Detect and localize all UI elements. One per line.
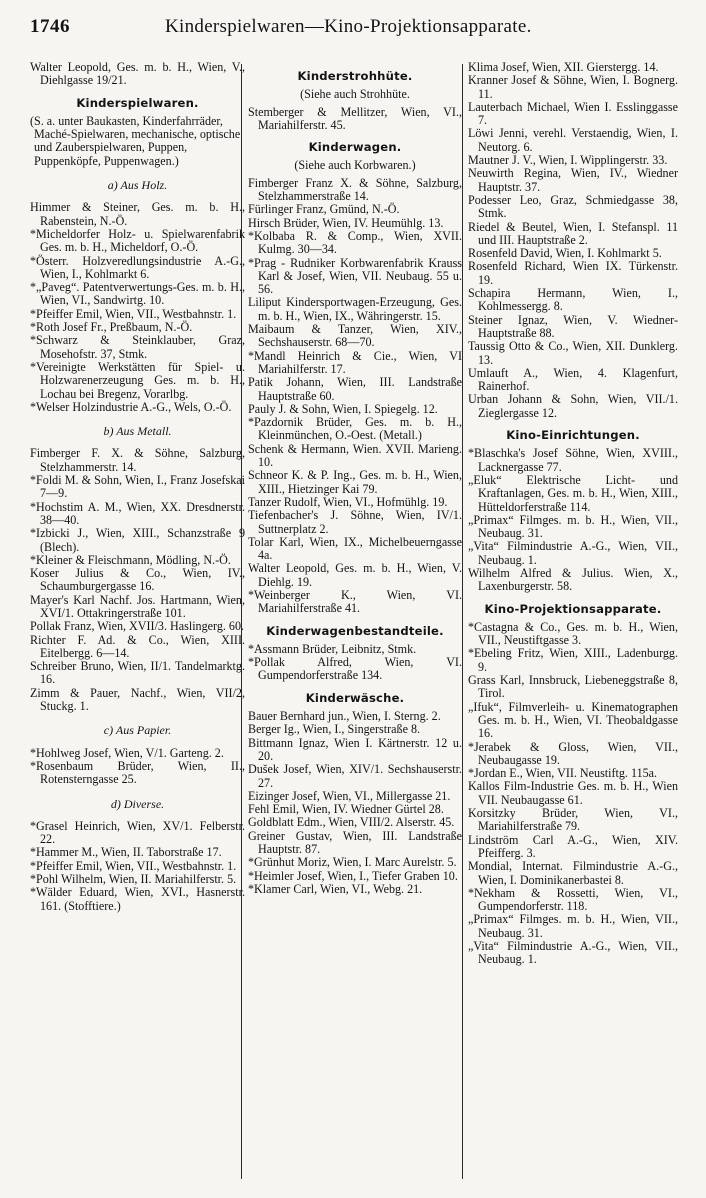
page-header-title: Kinderspielwaren—Kino-Projektionsapparate. — [165, 16, 532, 37]
directory-entry: Lauterbach Michael, Wien I. Esslinggasse 7. — [468, 99, 678, 128]
directory-entry: Berger Ig., Wien, I., Singerstraße 8. — [248, 722, 421, 737]
directory-entry: *Mandl Heinrich & Cie., Wien, VI Mariahilferstr. 17. — [248, 348, 462, 376]
directory-entry: *Micheldorfer Holz- u. Spielwarenfabrik Ges. m. b. H., Micheldorf, O.-Ö. — [30, 226, 245, 255]
directory-entry: „Ifuk“, Filmverleih- u. Kinematographen Ges. m. b. H., Wien, VI. Theobaldgasse 16. — [468, 699, 678, 741]
category-heading: Kinderwagenbestandteile. — [266, 623, 444, 638]
directory-entry: Tolar Karl, Wien, IX., Michelbeuerngasse 4a. — [248, 534, 462, 563]
directory-entry: Fürlinger Franz, Gmünd, N.-Ö. — [248, 202, 400, 217]
directory-entry: *Assmann Brüder, Leibnitz, Stmk. — [248, 641, 417, 656]
directory-entry: Klima Josef, Wien, XII. Gierstergg. 14. — [468, 60, 659, 74]
directory-entry: Umlauft A., Wien, 4. Klagenfurt, Rainerhof. — [468, 365, 678, 394]
cross-reference-note: (Siehe auch Strohhüte. — [300, 87, 410, 102]
directory-entry: Rosenfeld David, Wien, I. Kohlmarkt 5. — [468, 246, 662, 261]
directory-entry: *Castagna & Co., Ges. m. b. H., Wien, VII., Neustiftgasse 3. — [468, 619, 678, 648]
directory-entry: Fimberger F. X. & Söhne, Salzburg, Stelzhammerstr. 14. — [30, 446, 245, 474]
category-heading: Kinderwäsche. — [305, 690, 405, 705]
directory-entry: *Grasel Heinrich, Wien, XV/1. Felberstr. 22. — [30, 818, 245, 847]
directory-entry: *Blaschka's Josef Söhne, Wien, XVIII., Lacknergasse 77. — [468, 446, 678, 474]
subcategory-heading: c) Aus Papier. — [103, 723, 172, 738]
directory-entry: „Vita“ Filmindustrie A.-G., Wien, VII., Neubaug. 1. — [468, 539, 678, 567]
directory-entry: Wilhelm Alfred & Julius. Wien, X., Laxenburgerstr. 58. — [468, 565, 678, 594]
category-heading: Kino-Einrichtungen. — [506, 428, 640, 443]
subcategory-heading: b) Aus Metall. — [103, 424, 172, 439]
cross-reference-note: (S. a. unter Baukasten, Kinderfahrräder, Maché-Spielwaren, mechanische, optische und Zauberspielwaren, Puppen, Puppenköpfe, Puppenwagen.) — [30, 113, 241, 168]
directory-entry: *Vereinigte Werkstätten für Spiel- u. Holzwarenerzeugung Ges. m. b. H., Lochau bei Bregenz, Vorarlbg. — [30, 359, 245, 401]
directory-entry: Löwi Jenni, verehl. Verstaendig, Wien, I. Neutorg. 6. — [468, 126, 678, 154]
directory-entry: Grass Karl, Innsbruck, Liebeneggstraße 8, Tirol. — [468, 673, 678, 701]
directory-entry: *Österr. Holzveredlungsindustrie A.-G., Wien, I., Kohlmarkt 6. — [30, 253, 245, 281]
directory-entry: Tiefenbacher's J. Söhne, Wien, IV/1. Suttnerplatz 2. — [248, 508, 462, 536]
directory-column-2 — [248, 61, 462, 896]
directory-entry: Tanzer Rudolf, Wien, VI., Hofmühlg. 19. — [248, 494, 448, 509]
column-divider — [462, 64, 463, 1179]
directory-entry: Walter Leopold, Ges. m. b. H., Wien, V. Diehlg. 19. — [248, 561, 462, 589]
running-head — [0, 12, 706, 42]
directory-entry: Dušek Josef, Wien, XIV/1. Sechshauserstr. 27. — [248, 762, 462, 790]
directory-entry: *Foldi M. & Sohn, Wien, I., Franz Josefskai 7—9. — [30, 473, 245, 501]
directory-entry: *Weinberger K., Wien, VI. Mariahilferstraße 41. — [248, 587, 462, 616]
directory-entry: Lindström Carl A.-G., Wien, XIV. Pfeifferg. 3. — [468, 832, 678, 860]
subcategory-heading: d) Diverse. — [110, 796, 165, 811]
directory-entry: *Nekham & Rossetti, Wien, VI., Gumpendorferstr. 118. — [468, 885, 678, 914]
directory-entry: Walter Leopold, Ges. m. b. H., Wien, V., Diehlgasse 19/21. — [30, 60, 245, 88]
directory-entry: *Jordan E., Wien, VII. Neustiftg. 115a. — [468, 766, 658, 781]
directory-entry: Patik Johann, Wien, III. Landstraße Hauptstraße 60. — [248, 375, 462, 403]
directory-entry: „Primax“ Filmges. m. b. H., Wien, VII., Neubaug. 31. — [468, 512, 678, 541]
directory-entry: *Welser Holzindustrie A.-G., Wels, O.-Ö. — [30, 399, 232, 414]
directory-entry: Maibaum & Tanzer, Wien, XIV., Sechshauserstr. 68—70. — [248, 322, 462, 350]
directory-entry: *Klamer Carl, Wien, VI., Webg. 21. — [248, 881, 423, 896]
directory-entry: Taussig Otto & Co., Wien, XII. Dunklerg. 13. — [468, 339, 678, 367]
directory-entry: *Grünhut Moriz, Wien, I. Marc Aurelstr. 5. — [248, 855, 457, 870]
directory-entry: Steiner Ignaz, Wien, V. Wiedner-Hauptstraße 88. — [468, 312, 678, 340]
directory-entry: *Hochstim A. M., Wien, XX. Dresdnerstr. 38—40. — [30, 499, 245, 527]
directory-entry: Mayer's Karl Nachf. Jos. Hartmann, Wien, XVI/1. Ottakringerstraße 101. — [30, 592, 245, 620]
directory-entry: *Izbicki J., Wien, XIII., Schanzstraße 9 (Blech). — [30, 526, 245, 554]
directory-entry: *„Paveg“. Patentverwertungs-Ges. m. b. H., Wien, VI., Sandwirtg. 10. — [30, 280, 245, 308]
directory-entry: „Primax“ Filmges. m. b. H., Wien, VII., Neubaug. 31. — [468, 912, 678, 940]
directory-entry: Kranner Josef & Söhne, Wien, I. Bognerg. 11. — [468, 73, 678, 101]
directory-entry: *Kolbaba R. & Comp., Wien, XVII. Kulmg. 30—34. — [248, 228, 462, 257]
directory-entry: Urban Johann & Sohn, Wien, VII./1. Zieglergasse 12. — [468, 392, 678, 420]
directory-entry: Mautner J. V., Wien, I. Wipplingerstr. 33. — [468, 153, 668, 168]
directory-entry: Bauer Bernhard jun., Wien, I. Sterng. 2. — [248, 709, 441, 724]
directory-entry: *Pollak Alfred, Wien, VI. Gumpendorferstraße 134. — [248, 655, 462, 683]
directory-entry: *Heimler Josef, Wien, I., Tiefer Graben 10. — [248, 868, 458, 883]
directory-entry: *Roth Josef Fr., Preßbaum, N.-Ö. — [30, 320, 193, 335]
directory-entry: Pollak Franz, Wien, XVII/3. Haslingerg. 60. — [30, 619, 245, 634]
directory-entry: *Prag - Rudniker Korbwarenfabrik Krauss Karl & Josef, Wien, VII. Neubaug. 55 u. 56. — [248, 255, 462, 297]
directory-entry: Fehl Emil, Wien, IV. Wiedner Gürtel 28. — [248, 802, 444, 817]
directory-entry: Hirsch Brüder, Wien, IV. Heumühlg. 13. — [248, 215, 444, 230]
directory-entry: „Eluk“ Elektrische Licht- und Kraftanlagen, Ges. m. b. H., Wien, XIII., Hütteldorferstraße 114. — [468, 472, 678, 514]
cross-reference-note: (Siehe auch Korbwaren.) — [294, 158, 416, 173]
directory-entry: *Hammer M., Wien, II. Taborstraße 17. — [30, 845, 222, 860]
directory-entry: *Pohl Wilhelm, Wien, II. Mariahilferstr. 5. — [30, 872, 237, 887]
directory-entry: „Vita“ Filmindustrie A.-G., Wien, VII., Neubaug. 1. — [468, 939, 678, 967]
directory-entry: Goldblatt Edm., Wien, VIII/2. Alserstr. 45. — [248, 815, 455, 830]
directory-entry: *Pfeiffer Emil, Wien, VII., Westbahnstr. 1. — [30, 858, 237, 873]
directory-entry: Kallos Film-Industrie Ges. m. b. H., Wien VII. Neubaugasse 61. — [468, 779, 678, 807]
directory-entry: Korsitzky Brüder, Wien, VI., Mariahilferstraße 79. — [468, 806, 678, 834]
category-heading: Kino-Projektionsapparate. — [484, 601, 662, 616]
category-heading: Kinderspielwaren. — [76, 95, 199, 110]
directory-entry: *Hohlweg Josef, Wien, V/1. Garteng. 2. — [30, 745, 224, 760]
page-number: 1746 — [30, 16, 70, 37]
category-heading: Kinderwagen. — [308, 140, 402, 155]
directory-entry: Riedel & Beutel, Wien, I. Stefanspl. 11 und III. Hauptstraße 2. — [468, 219, 678, 247]
directory-entry: Fimberger Franz X. & Söhne, Salzburg, Stelzhammerstraße 14. — [248, 175, 462, 204]
directory-entry: *Wälder Eduard, Wien, XVI., Hasnerstr. 161. (Stofftiere.) — [30, 885, 245, 913]
directory-entry: Schapira Hermann, Wien, I., Kohlmessergg. 8. — [468, 286, 678, 314]
directory-entry: *Jerabek & Gloss, Wien, VII., Neubaugasse 19. — [468, 739, 678, 767]
directory-entry: Bittmann Ignaz, Wien I. Kärtnerstr. 12 u. 20. — [248, 735, 462, 763]
directory-entry: *Rosenbaum Brüder, Wien, II., Rotensterngasse 25. — [30, 758, 245, 787]
directory-entry: *Kleiner & Fleischmann, Mödling, N.-Ö. — [30, 552, 231, 567]
directory-column-3 — [468, 61, 678, 967]
directory-entry: Zimm & Pauer, Nachf., Wien, VII/2, Stuckg. 1. — [30, 685, 245, 714]
directory-entry: *Pazdornik Brüder, Ges. m. b. H., Kleinmünchen, O.-Oest. (Metall.) — [248, 415, 462, 443]
directory-entry: Liliput Kindersportwagen-Erzeugung, Ges. m. b. H., Wien, IX., Währingerstr. 15. — [248, 295, 462, 323]
directory-entry: Richter F. Ad. & Co., Wien, XIII. Eitelbergg. 6—14. — [30, 632, 245, 660]
directory-entry: Rosenfeld Richard, Wien IX. Türkenstr. 19. — [468, 259, 678, 287]
directory-entry: Schreiber Bruno, Wien, II/1. Tandelmarktg. 16. — [30, 659, 245, 687]
category-heading: Kinderstrohhüte. — [297, 69, 413, 83]
directory-entry: Stemberger & Mellitzer, Wien, VI., Mariahilferstr. 45. — [248, 104, 462, 132]
directory-entry: Neuwirth Regina, Wien, IV., Wiedner Hauptstr. 37. — [468, 166, 678, 194]
directory-entry: Himmer & Steiner, Ges. m. b. H., Rabenstein, N.-Ö. — [30, 200, 245, 228]
directory-entry: Schneor K. & P. Ing., Ges. m. b. H., Wien, XIII., Hietzinger Kai 79. — [248, 468, 462, 496]
directory-entry: Eizinger Josef, Wien, VI., Millergasse 21. — [248, 788, 451, 803]
directory-entry: Koser Julius & Co., Wien, IV., Schaumburgergasse 16. — [30, 566, 245, 594]
directory-entry: Mondial, Internat. Filmindustrie A.-G., Wien, I. Dominikanerbastei 8. — [468, 859, 678, 887]
directory-entry: *Schwarz & Steinklauber, Graz, Mosehofstr. 37, Stmk. — [30, 333, 245, 361]
directory-entry: *Ebeling Fritz, Wien, XIII., Ladenburgg. 9. — [468, 646, 678, 674]
directory-entry: Podesser Leo, Graz, Schmiedgasse 38, Stmk. — [468, 192, 678, 221]
subcategory-heading: a) Aus Holz. — [107, 178, 168, 193]
directory-entry: *Pfeiffer Emil, Wien, VII., Westbahnstr. 1. — [30, 306, 237, 321]
directory-entry: Schenk & Hermann, Wien. XVII. Marieng. 10. — [248, 441, 462, 470]
directory-entry: Greiner Gustav, Wien, III. Landstraße Hauptstr. 87. — [248, 828, 462, 857]
directory-column-1 — [30, 61, 245, 913]
directory-entry: Pauly J. & Sohn, Wien, I. Spiegelg. 12. — [248, 401, 438, 416]
